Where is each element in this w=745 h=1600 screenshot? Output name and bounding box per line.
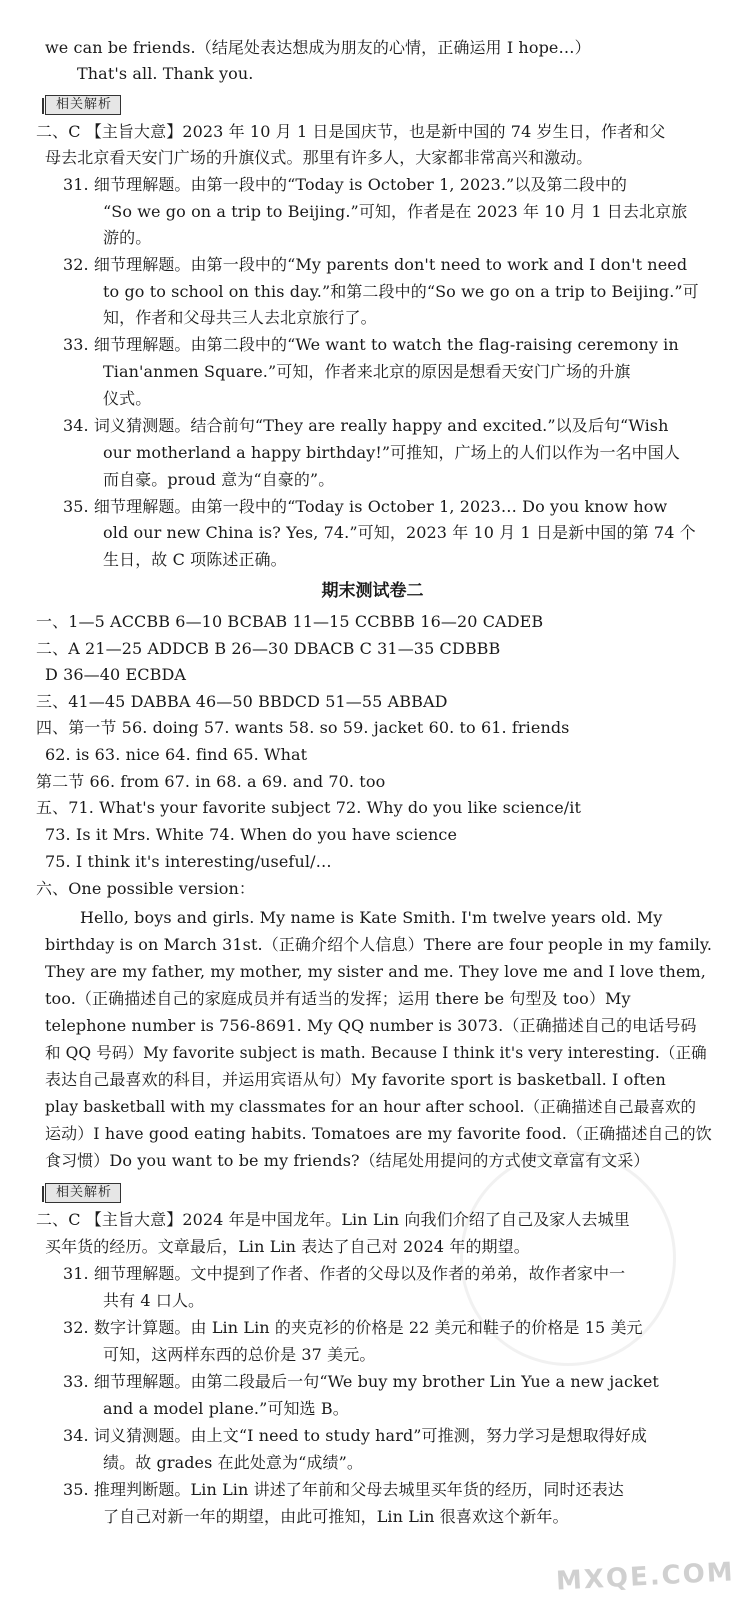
text-line: 31. 细节理解题。由第一段中的“Today is October 1, 2023.”以及第二段中的 <box>63 175 628 194</box>
answer-line: 75. I think it's interesting/useful/… <box>45 852 332 871</box>
text-line: 游的。 <box>103 228 152 247</box>
text-line: 生日，故 C 项陈述正确。 <box>103 550 287 569</box>
text-line: That's all. Thank you. <box>77 64 254 83</box>
text-line: 32. 数字计算题。由 Lin Lin 的夹克衫的价格是 22 美元和鞋子的价格是 15 美元 <box>63 1318 643 1337</box>
text-line: to go to school on this day.”和第二段中的“So we go on a trip to Beijing.”可 <box>103 282 699 301</box>
text-line: 母去北京看天安门广场的升旗仪式。那里有许多人，大家都非常高兴和激动。 <box>45 148 593 167</box>
text-line: 而自豪。proud 意为“自豪的”。 <box>103 470 335 489</box>
essay-line: birthday is on March 31st.（正确介绍个人信息）There are four people in my family. <box>45 935 713 954</box>
text-line: 34. 词义猜测题。由上文“I need to study hard”可推测，努力学习是想取得好成 <box>63 1426 647 1445</box>
text-line: our motherland a happy birthday!”可推知，广场上的人们以作为一名中国人 <box>103 443 680 462</box>
essay-line: telephone number is 756-8691. My QQ number is 3073.（正确描述自己的电话号码 <box>45 1016 697 1035</box>
text-line: 二、C 【主旨大意】2023 年 10 月 1 日是国庆节，也是新中国的 74 岁生日，作者和父 <box>36 122 666 141</box>
answer-line: 六、One possible version： <box>36 879 256 898</box>
text-line: old our new China is? Yes, 74.”可知，2023 年 10 月 1 日是新中国的第 74 个 <box>103 523 696 542</box>
essay-line: too.（正确描述自己的家庭成员并有适当的发挥；运用 there be 句型及 too）My <box>45 989 631 1008</box>
text-line: 32. 细节理解题。由第一段中的“My parents don't need to work and I don't need <box>63 255 688 274</box>
section-tag: 相关解析 <box>45 1183 121 1203</box>
text-line: 34. 词义猜测题。结合前句“They are really happy and excited.”以及后句“Wish <box>63 416 669 435</box>
essay-line: 食习惯）Do you want to be my friends?（结尾处用提问的方式使文章富有文采） <box>45 1151 650 1170</box>
essay-line: They are my father, my mother, my sister and me. They love me and I love them, <box>45 962 706 981</box>
answer-line: D 36—40 ECBDA <box>45 665 187 684</box>
text-line: and a model plane.”可知选 B。 <box>103 1399 349 1418</box>
essay-line: 运动）I have good eating habits. Tomatoes are my favorite food.（正确描述自己的饮 <box>45 1124 712 1143</box>
text-line: 31. 细节理解题。文中提到了作者、作者的父母以及作者的弟弟，故作者家中一 <box>63 1264 626 1283</box>
section-tag: 相关解析 <box>45 95 121 115</box>
text-line: Tian'anmen Square.”可知，作者来北京的原因是想看天安门广场的升旗 <box>103 362 631 381</box>
text-line: 仪式。 <box>103 389 152 408</box>
text-line: 35. 细节理解题。由第一段中的“Today is October 1, 2023… Do you know how <box>63 497 668 516</box>
text-line: 买年货的经历。文章最后，Lin Lin 表达了自己对 2024 年的期望。 <box>45 1237 530 1256</box>
answer-line: 62. is 63. nice 64. find 65. What <box>45 745 308 764</box>
text-line: 35. 推理判断题。Lin Lin 讲述了年前和父母去城里买年货的经历，同时还表达 <box>63 1480 624 1499</box>
essay-line: 表达自己最喜欢的科目，并运用宾语从句）My favorite sport is basketball. I often <box>45 1070 666 1089</box>
text-line: 33. 细节理解题。由第二段最后一句“We buy my brother Lin Yue a new jacket <box>63 1372 659 1391</box>
text-line: 了自己对新一年的期望，由此可推知，Lin Lin 很喜欢这个新年。 <box>103 1507 569 1526</box>
answer-line: 73. Is it Mrs. White 74. When do you have science <box>45 825 458 844</box>
essay-line: 和 QQ 号码）My favorite subject is math. Because I think it's very interesting.（正确 <box>45 1044 707 1062</box>
text-line: 二、C 【主旨大意】2024 年是中国龙年。Lin Lin 向我们介绍了自己及家人去城里 <box>36 1210 630 1229</box>
answer-line: 三、41—45 DABBA 46—50 BBDCD 51—55 ABBAD <box>36 692 448 711</box>
essay-line: Hello, boys and girls. My name is Kate Smith. I'm twelve years old. My <box>80 908 663 927</box>
answer-line: 一、1—5 ACCBB 6—10 BCBAB 11—15 CCBBB 16—20 CADEB <box>36 612 544 631</box>
answer-line: 四、第一节 56. doing 57. wants 58. so 59. jacket 60. to 61. friends <box>36 718 570 737</box>
text-line: we can be friends.（结尾处表达想成为朋友的心情，正确运用 I hope…） <box>45 38 591 57</box>
essay-line: play basketball with my classmates for an hour after school.（正确描述自己最喜欢的 <box>45 1098 697 1116</box>
text-line: 绩。故 grades 在此处意为“成绩”。 <box>103 1453 363 1472</box>
text-line: “So we go on a trip to Beijing.”可知，作者是在 2023 年 10 月 1 日去北京旅 <box>103 202 688 221</box>
answer-line: 五、71. What's your favorite subject 72. Why do you like science/it <box>36 798 582 817</box>
text-line: 33. 细节理解题。由第二段中的“We want to watch the flag-raising ceremony in <box>63 335 679 354</box>
watermark-text: MXQE.COM <box>555 1557 736 1597</box>
text-line: 知，作者和父母共三人去北京旅行了。 <box>103 308 377 327</box>
text-line: 共有 4 口人。 <box>103 1291 205 1310</box>
text-line: 可知，这两样东西的总价是 37 美元。 <box>103 1345 376 1364</box>
answer-line: 二、A 21—25 ADDCB B 26—30 DBACB C 31—35 CDBBB <box>36 639 501 658</box>
page-title: 期末测试卷二 <box>321 581 424 601</box>
answer-line: 第二节 66. from 67. in 68. a 69. and 70. too <box>36 772 386 791</box>
